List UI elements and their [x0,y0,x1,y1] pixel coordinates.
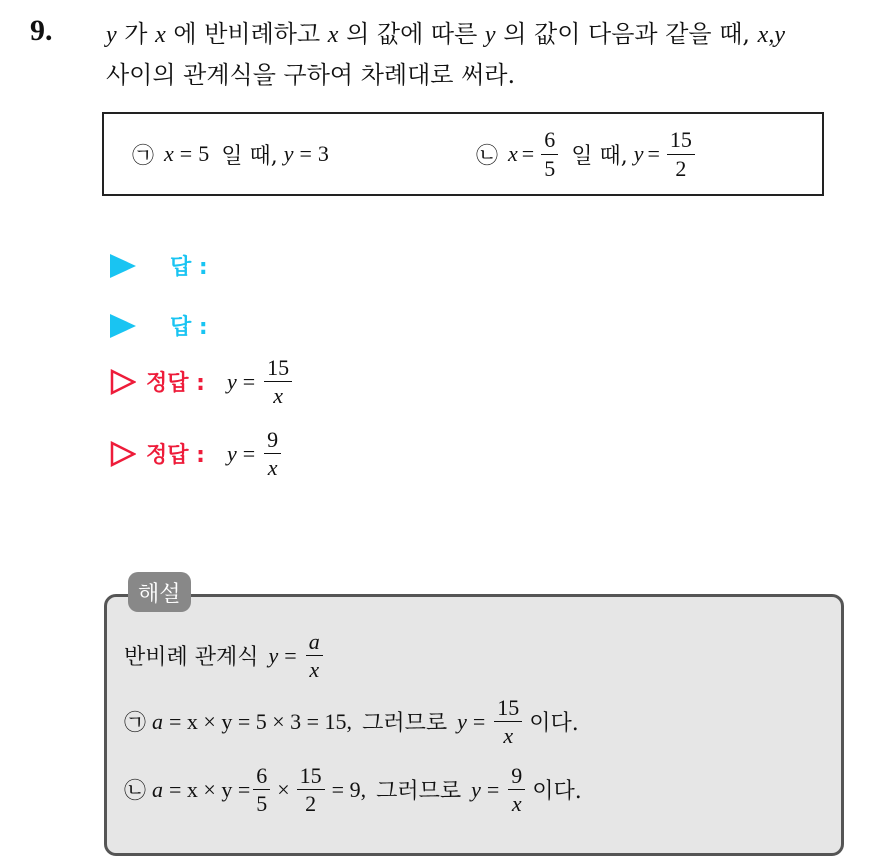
question-number: 9. [30,14,53,47]
explanation-line-2: ㉠ a = x × y = 5 × 3 = 15, 그러므로 y = $\frac{15}{x}$ 이다. [124,695,579,749]
answer-row-1[interactable] [110,250,208,281]
fraction: $\frac{15}{2}$ [297,764,325,815]
condition-1: ㉠ x = 5 일 때, y = 3 [132,114,329,194]
circled-giyeok-mark: ㉠ [124,711,147,737]
fraction: $\frac{9}{x}$ [264,428,281,479]
correct-answer-1: 정답 : y = $\frac{15}{x}$ [110,356,295,407]
fraction: $\frac{15}{x}$ [264,356,292,407]
circled-nieun-mark: ㉡ [476,143,499,169]
fraction: $\frac{a}{x}$ [306,630,323,681]
fraction: $\frac{6}{5}$ [541,128,558,179]
explanation-tag: 해설 [128,572,191,612]
outline-triangle-icon [110,369,136,395]
answer-row-2[interactable] [110,310,208,341]
explanation-line-3: ㉡ a = x × y = $\frac{6}{5}$ × $\frac{15}{2}$ = 9, 그러므로 y = $\frac{9}{x}$ 이다. [124,763,582,817]
explanation-line-1: 반비례 관계식 y = $\frac{a}{x}$ [124,630,326,681]
answer-label: 답 : [170,255,208,280]
correct-label: 정답 : [146,443,205,469]
answer-label: 답 : [170,315,208,340]
fraction: $\frac{9}{x}$ [508,764,525,815]
play-triangle-icon [110,314,136,338]
circled-giyeok-mark: ㉠ [132,143,155,169]
condition-2: ㉡ x = $\frac{6}{5}$ 일 때, y = $\frac{15}{2}$ [476,114,698,194]
correct-label: 정답 : [146,371,205,397]
fraction: $\frac{6}{5}$ [253,764,270,815]
fraction: $\frac{15}{2}$ [667,128,695,179]
question-line-1: y 가 x 에 반비례하고 x 의 값에 따른 y 의 값이 다음과 같을 때, x,y [106,20,785,48]
correct-answer-2: 정답 : y = $\frac{9}{x}$ [110,428,284,479]
outline-triangle-icon [110,441,136,467]
fraction: $\frac{15}{x}$ [494,696,522,747]
question-text [106,14,876,95]
conditions-box [102,112,824,196]
question-line-2: 사이의 관계식을 구하여 차례대로 써라. [106,61,516,89]
circled-nieun-mark: ㉡ [124,779,147,805]
play-triangle-icon [110,254,136,278]
